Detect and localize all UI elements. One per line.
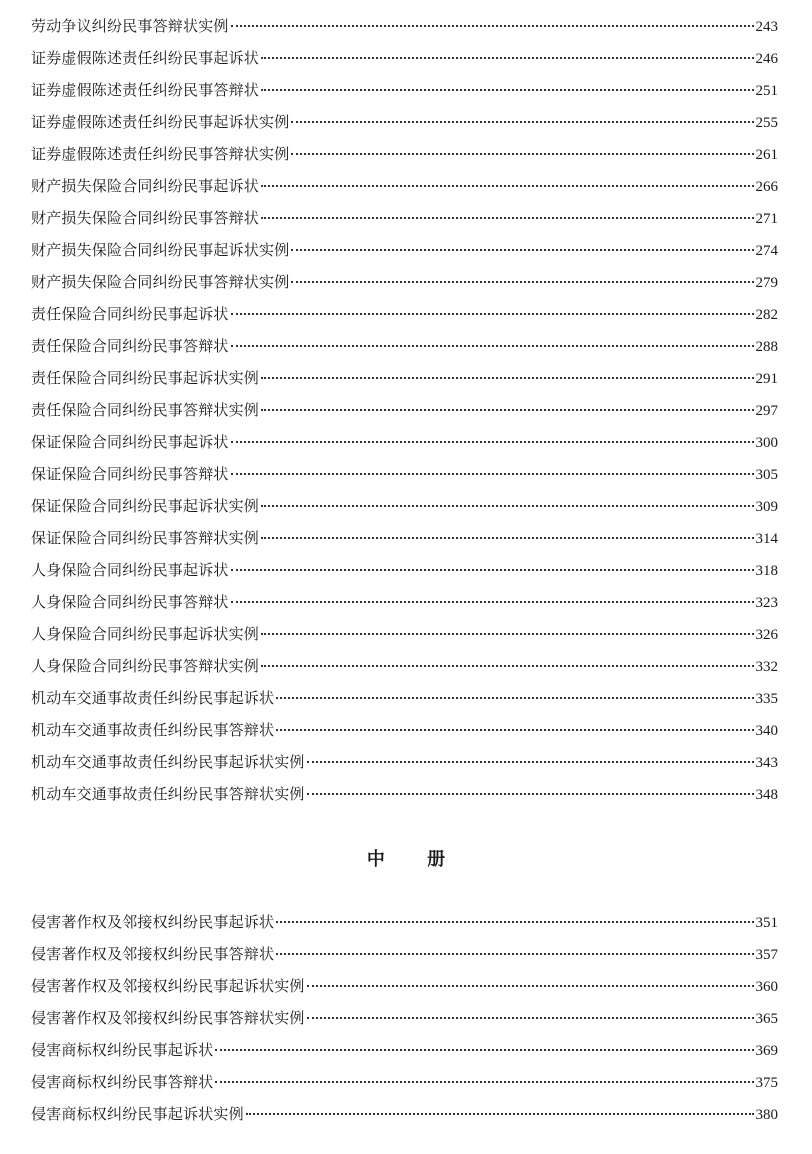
volume-heading: 中 册: [366, 849, 464, 870]
toc-entry-page: 357: [755, 947, 778, 963]
dot-leader: [307, 761, 754, 763]
toc-entry-page: 369: [755, 1043, 778, 1059]
toc-entry-page: 288: [755, 339, 778, 355]
toc-entry[interactable]: [31, 458, 778, 490]
toc-entry-title: 证券虚假陈述责任纠纷民事答辩状实例: [31, 145, 290, 163]
toc-entry-page: 291: [755, 371, 778, 387]
toc-entry-title: 责任保险合同纠纷民事起诉状: [31, 305, 229, 323]
dot-leader: [261, 537, 753, 539]
dot-leader: [261, 89, 753, 91]
toc-entry[interactable]: [31, 1002, 778, 1034]
dot-leader: [307, 985, 754, 987]
toc-entry[interactable]: [31, 266, 778, 298]
toc-entry-title: 劳动争议纠纷民事答辩状实例: [31, 17, 229, 35]
toc-entry-page: 282: [755, 307, 778, 323]
toc-entry-page: 279: [755, 275, 778, 291]
toc-entry[interactable]: [31, 554, 778, 586]
toc-entry-title: 保证保险合同纠纷民事起诉状: [31, 433, 229, 451]
toc-entry-page: 309: [755, 499, 778, 515]
toc-entry-title: 保证保险合同纠纷民事答辩状实例: [31, 529, 260, 547]
toc-entry-page: 348: [755, 787, 778, 803]
dot-leader: [231, 345, 754, 347]
toc-entry-title: 责任保险合同纠纷民事起诉状实例: [31, 369, 260, 387]
dot-leader: [215, 1081, 753, 1083]
toc-entry-title: 侵害著作权及邻接权纠纷民事答辩状: [31, 945, 275, 963]
dot-leader: [291, 249, 753, 251]
dot-leader: [231, 601, 754, 603]
toc-entry-page: 261: [755, 147, 778, 163]
toc-entry[interactable]: [31, 682, 778, 714]
toc-entry[interactable]: [31, 426, 778, 458]
toc-entry-title: 人身保险合同纠纷民事答辩状: [31, 593, 229, 611]
dot-leader: [261, 57, 753, 59]
toc-entry-title: 责任保险合同纠纷民事答辩状实例: [31, 401, 260, 419]
toc-entry[interactable]: [31, 650, 778, 682]
toc-entry[interactable]: [31, 1034, 778, 1066]
toc-entry-title: 机动车交通事故责任纠纷民事起诉状实例: [31, 753, 305, 771]
toc-entry-title: 证券虚假陈述责任纠纷民事起诉状实例: [31, 113, 290, 131]
toc-entry[interactable]: [31, 234, 778, 266]
toc-entry[interactable]: [31, 906, 778, 938]
toc-entry-page: 375: [755, 1075, 778, 1091]
toc-entry[interactable]: [31, 938, 778, 970]
toc-entry[interactable]: [31, 746, 778, 778]
toc-entry[interactable]: [31, 490, 778, 522]
dot-leader: [261, 377, 753, 379]
toc-entry[interactable]: [31, 970, 778, 1002]
toc-entry-title: 机动车交通事故责任纠纷民事答辩状实例: [31, 785, 305, 803]
dot-leader: [261, 409, 753, 411]
toc-entry-page: 314: [755, 531, 778, 547]
toc-entry-page: 266: [755, 179, 778, 195]
toc-entry-title: 侵害商标权纠纷民事答辩状: [31, 1073, 214, 1091]
toc-entry[interactable]: [31, 10, 778, 42]
toc-entry-title: 人身保险合同纠纷民事起诉状: [31, 561, 229, 579]
toc-entry[interactable]: [31, 1066, 778, 1098]
toc-entry-page: 326: [755, 627, 778, 643]
toc-entry-title: 人身保险合同纠纷民事答辩状实例: [31, 657, 260, 675]
toc-entry-title: 机动车交通事故责任纠纷民事起诉状: [31, 689, 275, 707]
toc-entry[interactable]: [31, 170, 778, 202]
toc-entry[interactable]: [31, 618, 778, 650]
toc-middle-section: [31, 906, 778, 1130]
dot-leader: [231, 473, 754, 475]
dot-leader: [276, 921, 753, 923]
toc-entry[interactable]: [31, 1098, 778, 1130]
dot-leader: [291, 121, 753, 123]
dot-leader: [261, 217, 753, 219]
toc-entry-page: 340: [755, 723, 778, 739]
toc-entry-title: 侵害著作权及邻接权纠纷民事答辩状实例: [31, 1009, 305, 1027]
toc-entry[interactable]: [31, 586, 778, 618]
toc-entry-page: 351: [755, 915, 778, 931]
toc-entry[interactable]: [31, 42, 778, 74]
dot-leader: [307, 793, 754, 795]
toc-entry-title: 证券虚假陈述责任纠纷民事答辩状: [31, 81, 260, 99]
toc-entry[interactable]: [31, 362, 778, 394]
dot-leader: [291, 153, 753, 155]
toc-entry-title: 责任保险合同纠纷民事答辩状: [31, 337, 229, 355]
toc-entry-page: 318: [755, 563, 778, 579]
toc-entry-title: 财产损失保险合同纠纷民事答辩状实例: [31, 273, 290, 291]
toc-entry[interactable]: [31, 298, 778, 330]
toc-entry-page: 323: [755, 595, 778, 611]
dot-leader: [276, 729, 753, 731]
toc-entry-page: 300: [755, 435, 778, 451]
toc-entry[interactable]: [31, 778, 778, 810]
toc-entry-title: 侵害商标权纠纷民事起诉状实例: [31, 1105, 244, 1123]
dot-leader: [276, 953, 753, 955]
toc-entry-title: 侵害著作权及邻接权纠纷民事起诉状实例: [31, 977, 305, 995]
toc-entry-page: 365: [755, 1011, 778, 1027]
dot-leader: [261, 505, 753, 507]
toc-entry-page: 243: [755, 19, 778, 35]
toc-entry-title: 保证保险合同纠纷民事答辩状: [31, 465, 229, 483]
toc-entry-title: 机动车交通事故责任纠纷民事答辩状: [31, 721, 275, 739]
toc-entry-page: 274: [755, 243, 778, 259]
toc-entry-title: 证券虚假陈述责任纠纷民事起诉状: [31, 49, 260, 67]
toc-entry-page: 255: [755, 115, 778, 131]
dot-leader: [231, 313, 754, 315]
toc-entry-page: 271: [755, 211, 778, 227]
toc-entry-page: 343: [755, 755, 778, 771]
toc-entry-title: 侵害著作权及邻接权纠纷民事起诉状: [31, 913, 275, 931]
toc-entry-page: 380: [755, 1107, 778, 1123]
toc-entry-title: 保证保险合同纠纷民事起诉状实例: [31, 497, 260, 515]
toc-entry-page: 335: [755, 691, 778, 707]
toc-entry-title: 财产损失保险合同纠纷民事起诉状: [31, 177, 260, 195]
toc-entry-title: 侵害商标权纠纷民事起诉状: [31, 1041, 214, 1059]
toc-entry-title: 财产损失保险合同纠纷民事答辩状: [31, 209, 260, 227]
toc-entry[interactable]: [31, 202, 778, 234]
toc-entry[interactable]: [31, 138, 778, 170]
dot-leader: [291, 281, 753, 283]
toc-entry-page: 332: [755, 659, 778, 675]
dot-leader: [261, 665, 753, 667]
toc-entry-title: 人身保险合同纠纷民事起诉状实例: [31, 625, 260, 643]
dot-leader: [231, 569, 754, 571]
toc-entry-page: 251: [755, 83, 778, 99]
dot-leader: [231, 441, 754, 443]
toc-entry[interactable]: [31, 74, 778, 106]
toc-entry-page: 360: [755, 979, 778, 995]
dot-leader: [276, 697, 753, 699]
dot-leader: [307, 1017, 754, 1019]
toc-entry-page: 246: [755, 51, 778, 67]
dot-leader: [261, 633, 753, 635]
toc-entry-title: 财产损失保险合同纠纷民事起诉状实例: [31, 241, 290, 259]
toc-entry[interactable]: [31, 714, 778, 746]
dot-leader: [246, 1113, 754, 1115]
dot-leader: [261, 185, 753, 187]
toc-entry[interactable]: [31, 330, 778, 362]
toc-entry[interactable]: [31, 394, 778, 426]
dot-leader: [231, 25, 754, 27]
toc-entry-page: 305: [755, 467, 778, 483]
toc-entry[interactable]: [31, 522, 778, 554]
toc-entry-page: 297: [755, 403, 778, 419]
toc-entry[interactable]: [31, 106, 778, 138]
dot-leader: [215, 1049, 753, 1051]
toc-upper-section: [31, 10, 778, 810]
